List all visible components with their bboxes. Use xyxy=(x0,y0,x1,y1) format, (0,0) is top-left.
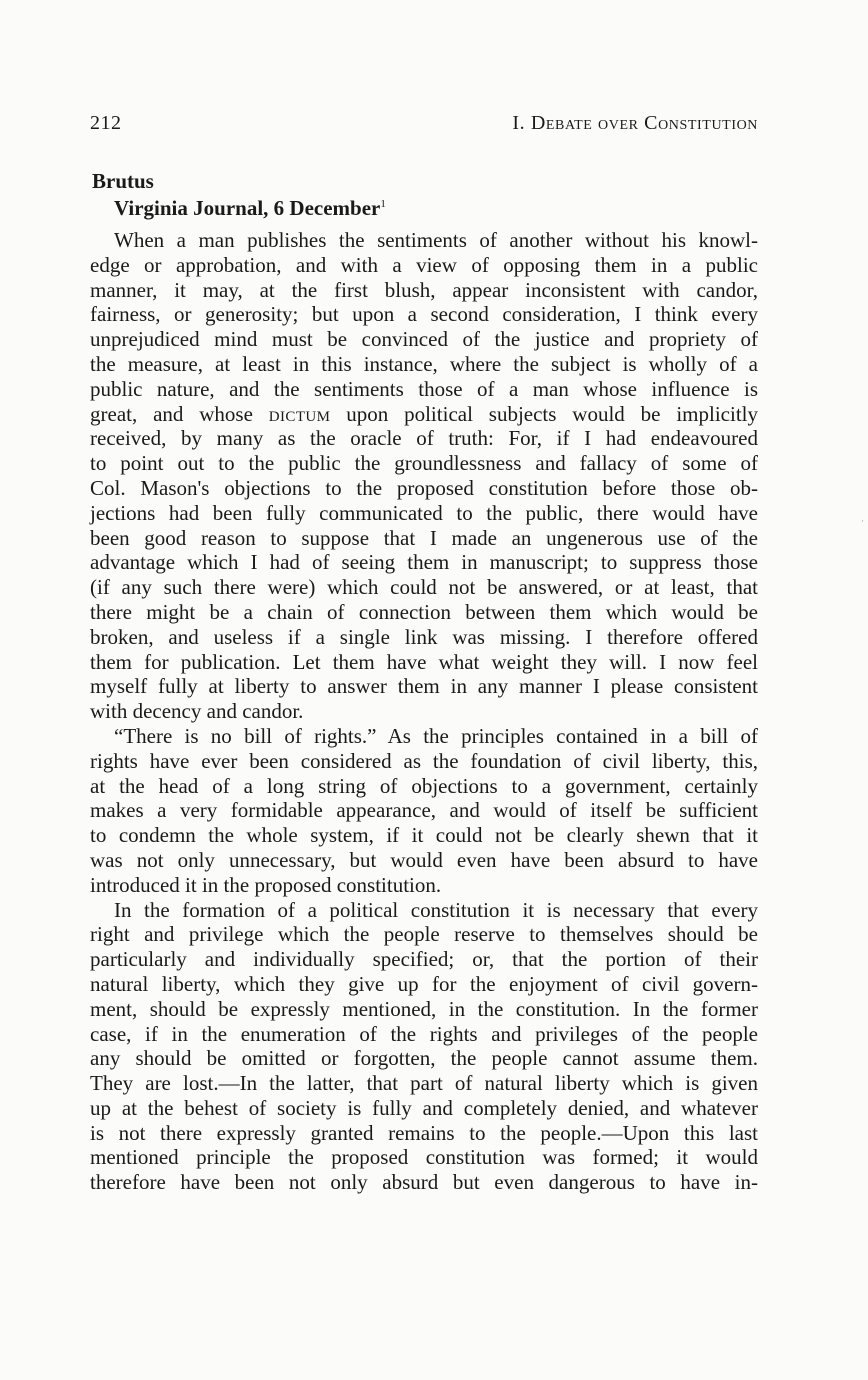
text-line: introduced it in the proposed constitution. xyxy=(90,872,442,897)
text-line: makes a very formidable appearance, and would of itself be sufficient xyxy=(90,798,758,823)
text-line: case, if in the enumeration of the rights and privileges of the people xyxy=(90,1021,758,1046)
text-line: them for publication. Let them have what weight they will. I now feel xyxy=(90,649,758,674)
text-line: fairness, or generosity; but upon a second consideration, I think every xyxy=(90,302,758,327)
paragraph-1 xyxy=(90,228,758,724)
article-author: Brutus xyxy=(92,169,154,193)
text-line: (if any such there were) which could not be answered, or at least, that xyxy=(90,575,758,600)
text-line: at the head of a long string of objections to a government, certainly xyxy=(90,773,758,798)
paragraph-2 xyxy=(90,724,758,898)
section-title: I. Debate over Constitution xyxy=(512,112,758,134)
scan-margin-mark: · xyxy=(861,516,864,526)
paragraph-3 xyxy=(90,898,758,1196)
text-line: ment, should be expressly mentioned, in the constitution. In the former xyxy=(90,996,758,1021)
text-line: manner, it may, at the first blush, appear inconsistent with candor, xyxy=(90,277,758,302)
text-line: with decency and candor. xyxy=(90,699,304,724)
text-line: to condemn the whole system, if it could not be clearly shewn that it xyxy=(90,823,758,848)
text-line: was not only unnecessary, but would even have been absurd to have xyxy=(90,847,758,872)
text-line: unprejudiced mind must be convinced of the justice and propriety of xyxy=(90,327,758,352)
text-line: therefore have been not only absurd but even dangerous to have in- xyxy=(90,1170,758,1195)
text-line: been good reason to suppose that I made an ungenerous use of the xyxy=(90,525,758,550)
text-line: rights have ever been considered as the foundation of civil liberty, this, xyxy=(90,748,758,773)
article-body xyxy=(90,228,758,1195)
footnote-marker: 1 xyxy=(380,198,386,210)
running-head xyxy=(90,112,758,146)
text-line: In the formation of a political constitution it is necessary that every xyxy=(114,897,758,922)
text-line: public nature, and the sentiments those of a man whose influence is xyxy=(90,376,758,401)
article-source-text: Virginia Journal, 6 December xyxy=(114,196,381,220)
text-line: “There is no bill of rights.” As the principles contained in a bill of xyxy=(114,723,758,748)
text-line: mentioned principle the proposed constitution was formed; it would xyxy=(90,1145,758,1170)
text-line: received, by many as the oracle of truth: For, if I had endeavoured xyxy=(90,426,758,451)
text-line: When a man publishes the sentiments of another without his knowl- xyxy=(114,228,758,252)
text-line: right and privilege which the people reserve to themselves should be xyxy=(90,922,758,947)
text-line: myself fully at liberty to answer them in any manner I please consistent xyxy=(90,674,758,699)
text-line: jections had been fully communicated to the public, there would have xyxy=(90,500,758,525)
text-line: particularly and individually specified; or, that the portion of their xyxy=(90,947,758,972)
text-line: Col. Mason's objections to the proposed constitution before those ob- xyxy=(90,475,758,500)
text-line: edge or approbation, and with a view of opposing them in a public xyxy=(90,252,758,277)
text-line: any should be omitted or forgotten, the people cannot assume them. xyxy=(90,1046,758,1071)
text-line: broken, and useless if a single link was missing. I therefore offered xyxy=(90,624,758,649)
text-line: They are lost.—In the latter, that part of natural liberty which is given xyxy=(90,1071,758,1096)
text-line: is not there expressly granted remains to the people.—Upon this last xyxy=(90,1120,758,1145)
text-line: advantage which I had of seeing them in manuscript; to suppress those xyxy=(90,550,758,575)
article-source xyxy=(114,195,758,222)
document-page xyxy=(90,112,758,1195)
text-line: great, and whose dictum upon political subjects would be implicitly xyxy=(90,401,759,426)
article-heading xyxy=(90,168,758,222)
text-line: natural liberty, which they give up for the enjoyment of civil govern- xyxy=(90,971,758,996)
text-line: to point out to the public the groundlessness and fallacy of some of xyxy=(90,451,758,476)
page-number: 212 xyxy=(90,112,122,134)
text-line: up at the behest of society is fully and completely denied, and whatever xyxy=(90,1095,758,1120)
text-line: there might be a chain of connection between them which would be xyxy=(90,599,758,624)
text-line: the measure, at least in this instance, where the subject is wholly of a xyxy=(90,351,758,376)
